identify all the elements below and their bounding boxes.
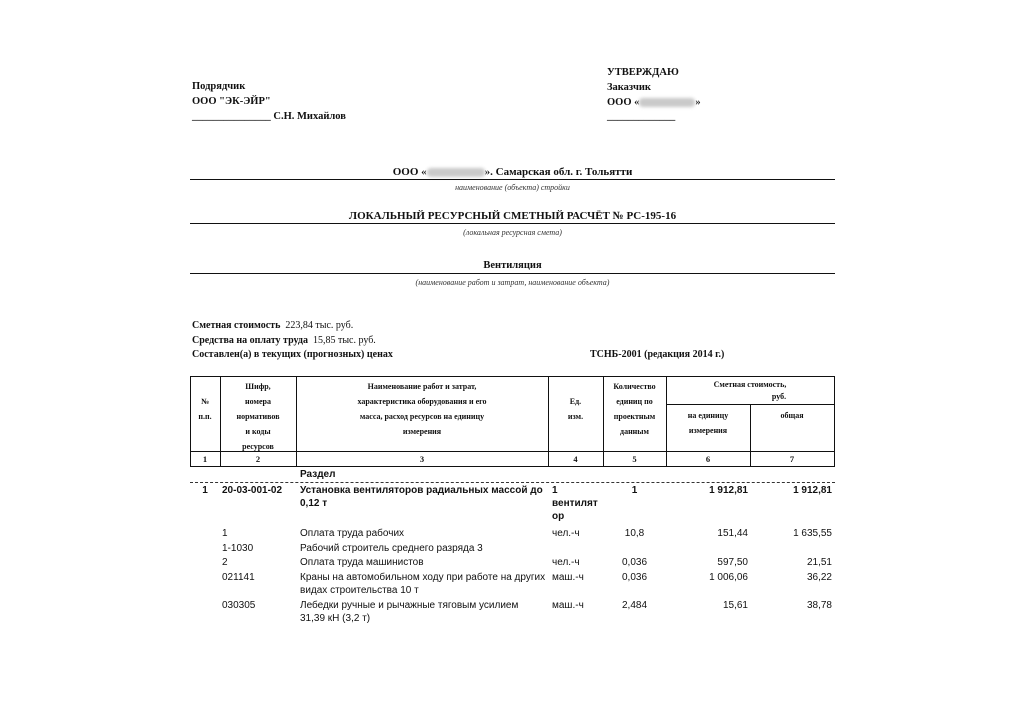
header-num-2: п.п. [198,412,212,421]
main-row-unit [552,484,598,523]
section-divider [190,482,835,483]
header-unit-2: изм. [567,412,584,421]
header-qty-3: проектным [613,412,656,421]
header-per-unit-2: измерения [688,426,728,435]
object-underline [190,179,835,180]
row-5-total: 38,78 [806,600,832,611]
work-title: Вентиляция [483,260,542,271]
row-1-per-unit: 151,44 [717,528,748,539]
col-number-4: 4 [573,454,578,464]
row-2-name: Рабочий строитель среднего разряда 3 [300,543,483,554]
work-underline [190,273,835,274]
col-number-6: 6 [705,454,711,464]
row-3-unit: чел.-ч [552,557,580,568]
customer-company-prefix: ООО « [607,97,640,108]
customer-signature-line: _____________ [607,111,676,122]
summary-prices: Составлен(а) в текущих (прогнозных) ценах [192,349,393,360]
col-number-7: 7 [789,454,795,464]
table-numbers-bottom [190,466,835,467]
main-row-name [300,484,543,510]
summary-cost-value: 223,84 тыс. руб. [285,320,354,331]
row-4-code: 021141 [222,572,255,583]
header-code [220,379,296,454]
main-row-unit-1: 1 [552,485,558,496]
header-num [190,394,220,424]
main-row-per-unit: 1 912,81 [709,485,748,496]
header-qty-4: данным [620,427,649,436]
estimate-caption: (локальная ресурсная смета) [463,228,562,237]
col-number-5: 5 [632,454,637,464]
row-5-qty: 2,484 [621,600,648,611]
header-cost-group [666,379,834,403]
header-qty-2: единиц по [616,397,653,406]
col-number-3: 3 [419,454,425,464]
row-3-per-unit: 597,50 [717,557,748,568]
customer-company-suffix: » [695,97,701,108]
contractor-signature-line: _______________ [192,111,271,122]
header-name-1: Наименование работ и затрат, [367,382,477,391]
row-4-qty: 0,036 [621,572,648,583]
main-row-name-2: 0,12 т [300,498,328,509]
header-per-unit [666,408,750,438]
header-code-3: нормативов [236,412,280,421]
row-1-total: 1 635,55 [793,528,832,539]
header-name-3: масса, расход ресурсов на единицу [359,412,485,421]
row-2-code: 1-1030 [222,543,254,554]
contractor-signature [192,110,346,124]
main-row-unit-2: вентилят [552,498,598,509]
col-number-1: 1 [202,454,208,464]
summary-cost-label: Сметная стоимость [192,320,281,331]
object-suffix: ». Самарская обл. г. Тольятти [484,166,633,178]
summary-labor [192,335,376,346]
summary-labor-label: Средства на оплату труда [192,335,308,346]
table-top-border [190,376,835,377]
row-3-qty: 0,036 [621,557,648,568]
main-row-num: 1 [202,485,208,496]
header-cost-1: Сметная стоимость, [713,380,787,389]
row-4-name [300,571,545,597]
main-row-qty: 1 [631,485,638,496]
header-code-4: и коды [245,427,271,436]
redacted-object [427,168,485,177]
redacted-name [639,98,695,107]
header-name-4: измерения [402,427,442,436]
header-unit [548,394,603,424]
header-num-1: № [200,397,210,406]
header-cost-2: руб. [771,392,787,401]
row-1-qty: 10,8 [624,528,645,539]
row-4-per-unit: 1 006,06 [709,572,748,583]
main-row-total: 1 912,81 [793,485,832,496]
row-5-name-2: 31,39 кН (3,2 т) [300,613,371,624]
row-5-unit: маш.-ч [552,600,584,611]
object-name [190,165,835,179]
row-4-total: 36,22 [806,572,832,583]
work-caption: (наименование работ и затрат, наименование объекта) [415,278,610,287]
customer-company [607,96,701,110]
summary-cost [192,320,353,331]
header-name [296,379,548,439]
header-unit-1: Ед. [569,397,582,406]
section-label: Раздел [300,469,336,480]
col-line-7 [834,376,835,467]
row-1-code: 1 [222,528,228,539]
header-per-unit-1: на единицу [687,411,729,420]
contractor-company: ООО "ЭК-ЭЙР" [192,96,271,107]
row-5-code: 030305 [222,600,256,611]
header-name-2: характеристика оборудования и его [357,397,487,406]
contractor-signer: С.Н. Михайлов [273,111,346,122]
main-row-code: 20-03-001-02 [222,485,283,496]
row-3-name: Оплата труда машинистов [300,557,424,568]
row-5-name [300,599,518,625]
header-qty [603,379,666,439]
header-qty-1: Количество [613,382,656,391]
summary-labor-value: 15,85 тыс. руб. [312,335,376,346]
header-code-2: номера [245,397,271,406]
header-code-1: Шифр, [245,382,271,391]
row-5-per-unit: 15,61 [722,600,748,611]
object-prefix: ООО « [392,166,427,178]
row-5-name-1: Лебедки ручные и рычажные тяговым усилием [300,600,519,611]
row-1-unit: чел.-ч [552,528,580,539]
row-1-name: Оплата труда рабочих [300,528,405,539]
main-row-unit-3: ор [552,511,565,522]
main-row-name-1: Установка вентиляторов радиальных массой до [300,485,543,496]
summary-base: ТСНБ-2001 (редакция 2014 г.) [590,349,725,360]
row-3-code: 2 [222,557,228,568]
row-4-unit: маш.-ч [552,572,584,583]
row-4-name-2: видах строительства 10 т [300,585,419,596]
header-code-5: ресурсов [242,442,274,451]
approval-title: УТВЕРЖДАЮ [607,67,679,78]
customer-label: Заказчик [607,82,651,93]
estimate-title: ЛОКАЛЬНЫЙ РЕСУРСНЫЙ СМЕТНЫЙ РАСЧЁТ № РС-195-16 [348,210,677,222]
col-number-2: 2 [255,454,261,464]
header-total: общая [780,411,804,420]
row-3-total: 21,51 [806,557,832,568]
contractor-label: Подрядчик [192,81,246,92]
object-caption: наименование (объекта) стройки [455,183,570,192]
estimate-underline [190,223,835,224]
row-4-name-1: Краны на автомобильном ходу при работе на других [300,572,546,583]
